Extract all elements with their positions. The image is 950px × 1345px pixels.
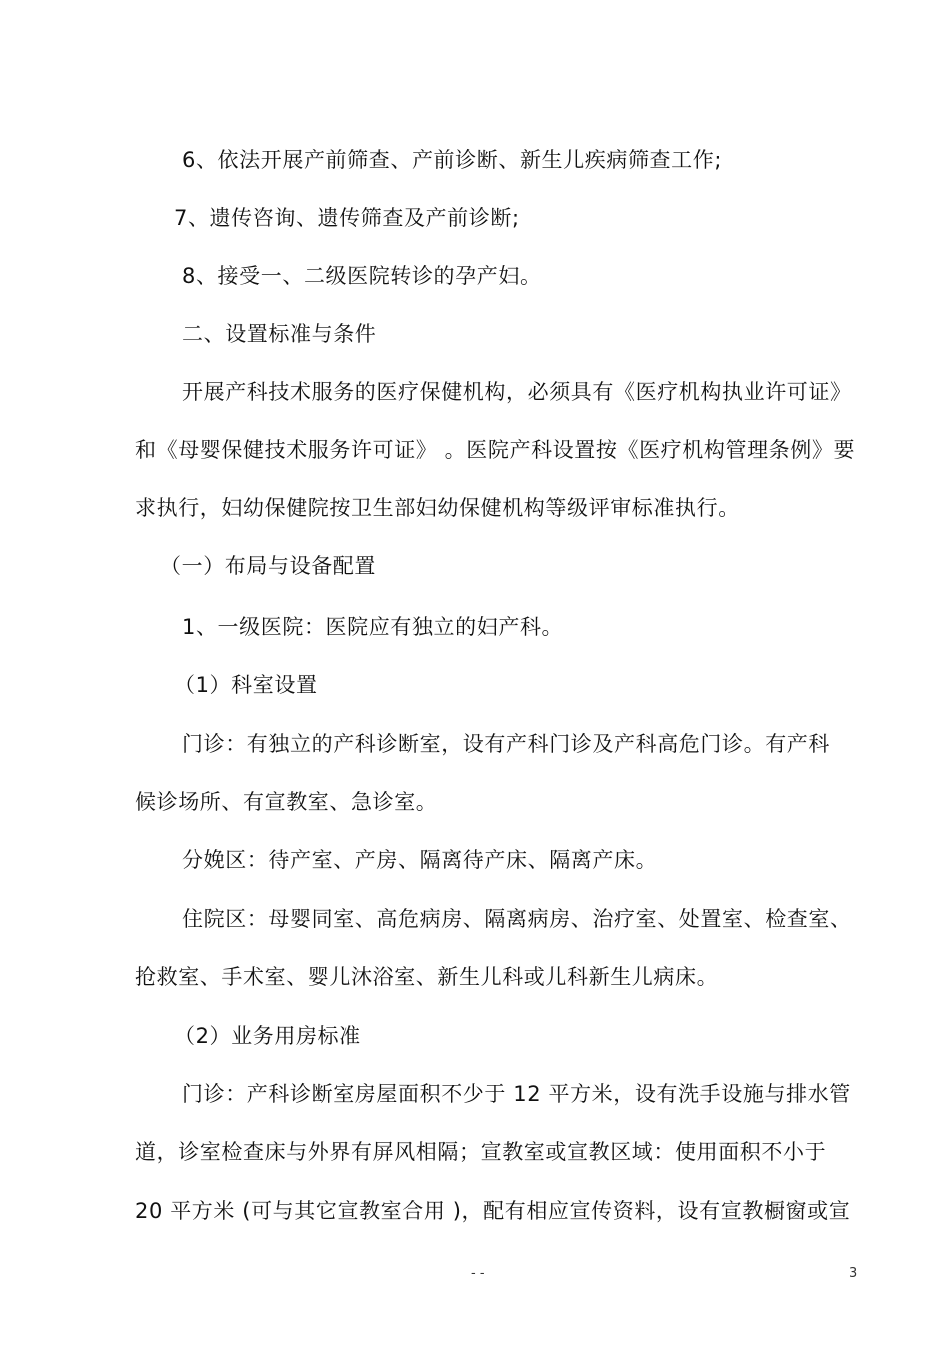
text-line: 求执行，妇幼保健院按卫生部妇幼保健机构等级评审标准执行。	[135, 496, 740, 520]
text-line: 6、依法开展产前筛查、产前诊断、新生儿疾病筛查工作;	[182, 148, 723, 172]
text-line: 7、遗传咨询、遗传筛查及产前诊断;	[174, 206, 520, 230]
text-line: 道，诊室检查床与外界有屏风相隔；宣教室或宣教区域：使用面积不小于	[135, 1140, 827, 1164]
text-line: 抢救室、手术室、婴儿沐浴室、新生儿科或儿科新生儿病床。	[135, 965, 719, 989]
subsection-heading: （1）科室设置	[174, 673, 318, 697]
text-line: 1、一级医院：医院应有独立的妇产科。	[182, 615, 564, 639]
text-line: 门诊：产科诊断室房屋面积不少于 12 平方米，设有洗手设施与排水管	[182, 1082, 851, 1106]
page-number: 3	[849, 1266, 858, 1281]
text-line: 住院区：母婴同室、高危病房、隔离病房、治疗室、处置室、检查室、	[182, 907, 852, 931]
text-line: 分娩区：待产室、产房、隔离待产床、隔离产床。	[182, 848, 658, 872]
text-line: 8、接受一、二级医院转诊的孕产妇。	[182, 264, 542, 288]
subsection-heading: （2）业务用房标准	[174, 1024, 361, 1048]
text-line: 门诊：有独立的产科诊断室，设有产科门诊及产科高危门诊。有产科	[182, 732, 830, 756]
text-line: 和《母婴保健技术服务许可证》 。医院产科设置按《医疗机构管理条例》要	[135, 438, 856, 462]
section-heading: 二、设置标准与条件	[182, 322, 377, 346]
footer-dashes: - -	[471, 1266, 485, 1281]
text-line: 20 平方米 (可与其它宣教室合用 )，配有相应宣传资料，设有宣教橱窗或宣	[135, 1199, 851, 1223]
text-line: 候诊场所、有宣教室、急诊室。	[135, 790, 438, 814]
subsection-heading: （一）布局与设备配置	[160, 554, 376, 578]
text-line: 开展产科技术服务的医疗保健机构，必须具有《医疗机构执业许可证》	[182, 380, 852, 404]
